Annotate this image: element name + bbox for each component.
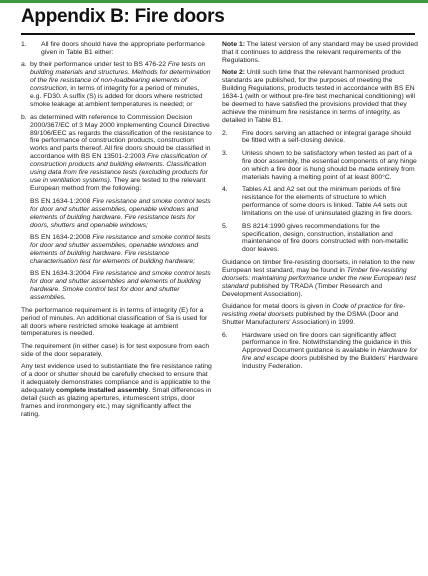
standard-bs-en-1634-2 [30, 234, 212, 266]
list-item-a [21, 61, 212, 109]
performance-paragraph: The performance requirement is in terms of integrity (E) for a period of minutes. An additional classification of Sa is used for all doors where restricted smoke leakage at ambient temperatures is needed. [21, 306, 208, 338]
standard-title: Fire resistance and smoke control tests for door and shutter assemblies, openable windows and elements of building hardware. Fire resistance characterisation test for elements of building hardware; [30, 233, 211, 265]
left-column [21, 41, 212, 423]
text-run: . Small differences in detail (such as glazing apertures, intumescent strips, door frames and ironmongery etc.) may significantly affect the rating. [21, 387, 212, 419]
requirement-paragraph: The requirement (in either case) is for test exposure from each side of the door separately. [21, 342, 210, 358]
standard-title: Fire tests on building materials and structures. Methods for determination of the fire resistance of non-loadbearing elements of construction, [30, 61, 211, 93]
text-run: published by the Builders' Hardware Industry Federation. [242, 355, 418, 371]
text-run: Guidance for metal doors is given in [222, 303, 333, 311]
paragraph-2 [222, 130, 418, 146]
paragraph-number: 1. [21, 41, 27, 48]
paragraph-4 [222, 186, 418, 218]
list-letter: a. [21, 61, 27, 69]
top-accent-rule [0, 0, 428, 3]
note-1 [222, 41, 418, 65]
note-text: The latest version of any standard may be used provided that it continues to address the relevant requirements of the Regulations. [222, 41, 418, 64]
text-run: Hardware used on fire doors can significantly affect performance in fire. Notwithstanding the guidance in this Approved Document guidance is available in [242, 331, 412, 355]
test-evidence-paragraph [21, 363, 212, 419]
standard-bs-en-1634-3 [30, 270, 212, 302]
paragraph-number: 5. [222, 222, 228, 230]
standard-title: Fire resistance and smoke control tests for door and shutter assemblies, openable windows and elements of building hardware. Fire resistance tests for doors, shutters and openable windows; [30, 197, 211, 229]
note-2 [222, 69, 418, 125]
text-run: Any test evidence used to substantiate the fire resistance rating of a door or shutter should be carefully checked to ensure that it adequately demonstrates compliance and is applicable to the adequately [21, 363, 212, 395]
standard-title: Fire resistance and smoke control tests for door and shutter assemblies and elements of building hardware. Smoke control test for door and shutter assemblies. [30, 270, 211, 302]
paragraph-text: All fire doors should have the appropriate performance given in Table B1 either: [41, 41, 205, 56]
text-run: Guidance on timber fire-resisting doorsets, in relation to the new European test standard, may be found in [222, 258, 415, 274]
paragraph-text [242, 332, 418, 372]
publication-title: Timber fire-resisting doorsets: maintaining performance under the new European test standard [222, 266, 416, 290]
paragraph-text: Unless shown to be satisfactory when tested as part of a fire door assembly, the essential components of any hinge on which a fire door is hung should be made entirely from materials having a melting point of at least 800°C. [242, 149, 417, 181]
metal-guidance-paragraph [222, 303, 418, 327]
paragraph-text: BS 8214:1990 gives recommendations for the specification, design, construction, installation and maintenance of fire doors constructed with non-metallic door leaves. [242, 222, 409, 254]
right-column [222, 41, 418, 376]
note-label: Note 2: [222, 69, 246, 77]
paragraph-3 [222, 150, 418, 182]
standard-code: BS EN 1634-3:2004 [30, 270, 93, 278]
text-run: published by the DSMA (Door and Shutter Manufacturers' Association) in 1999. [222, 311, 399, 327]
note-label: Note 1: [222, 41, 246, 48]
text-run: as determined with reference to Commission Decision 2000/367/EC of 3 May 2000 implementing Council Directive 89/106/EEC as regards the classification of the resistance to fire performance of construction products, construction works and parts thereof. All fire doors should be classified in accordance with BS EN 13501-2:2003 [30, 113, 212, 161]
standard-title: Fire classification of construction products and building elements. Classification using data from fire resistance tests (excluding products for use in ventilation systems). [30, 153, 208, 185]
paragraph-number: 2. [222, 129, 228, 137]
emphasis-text: complete installed assembly [56, 387, 149, 395]
standard-bs-en-1634-1 [30, 198, 212, 230]
list-letter: b. [21, 113, 27, 121]
publication-title: Code of practice for fire-resisting metal doorsets [222, 303, 406, 319]
standard-code: BS EN 1634-2:2008 [30, 233, 93, 241]
paragraph-number: 6. [222, 331, 228, 339]
text-run: They are tested to the relevant European method from the following: [30, 177, 206, 193]
note-text: Until such time that the relevant harmonised product standards are published, for the purposes of meeting the Building Regulations, products tested in accordance with BS EN 1634-1 (with or without pre-fire test mechanical conditioning) will be deemed to have satisfied the provisions provided that they achieve the minimum fire resistance in terms of integrity, as detailed in Table B1. [222, 69, 416, 125]
paragraph-number: 3. [222, 149, 228, 157]
text-run: published by TRADA (Timber Research and Development Association). [222, 282, 383, 298]
publication-title: Hardware for fire and escape doors [242, 347, 418, 363]
paragraph-text: Tables A1 and A2 set out the minimum periods of fire resistance for the elements of structure to which performance of some doors is linked. Table A4 sets out limitations on the use of uninsulated glazing in fire doors. [242, 186, 413, 218]
timber-guidance-paragraph [222, 259, 418, 299]
paragraph-number: 4. [222, 186, 228, 194]
page-title: Appendix B: Fire doors [21, 6, 225, 27]
list-item-text [30, 114, 212, 194]
standard-code: BS EN 1634-1:2008 [30, 197, 93, 205]
list-item-b [21, 114, 212, 194]
paragraph-1 [21, 41, 212, 57]
paragraph-text: Fire doors serving an attached or integral garage should be fitted with a self-closing device. [242, 129, 411, 145]
text-run: by their performance under test to BS 476-22 [30, 61, 168, 69]
paragraph-5 [222, 223, 418, 255]
title-underline [21, 33, 415, 35]
paragraph-6 [222, 332, 418, 372]
text-run: in terms of integrity for a period of minutes, e.g. FD30. A suffix (S) is added for doors where restricted smoke leakage at ambient temperatures is needed; or [30, 85, 203, 109]
list-item-text [30, 61, 212, 109]
